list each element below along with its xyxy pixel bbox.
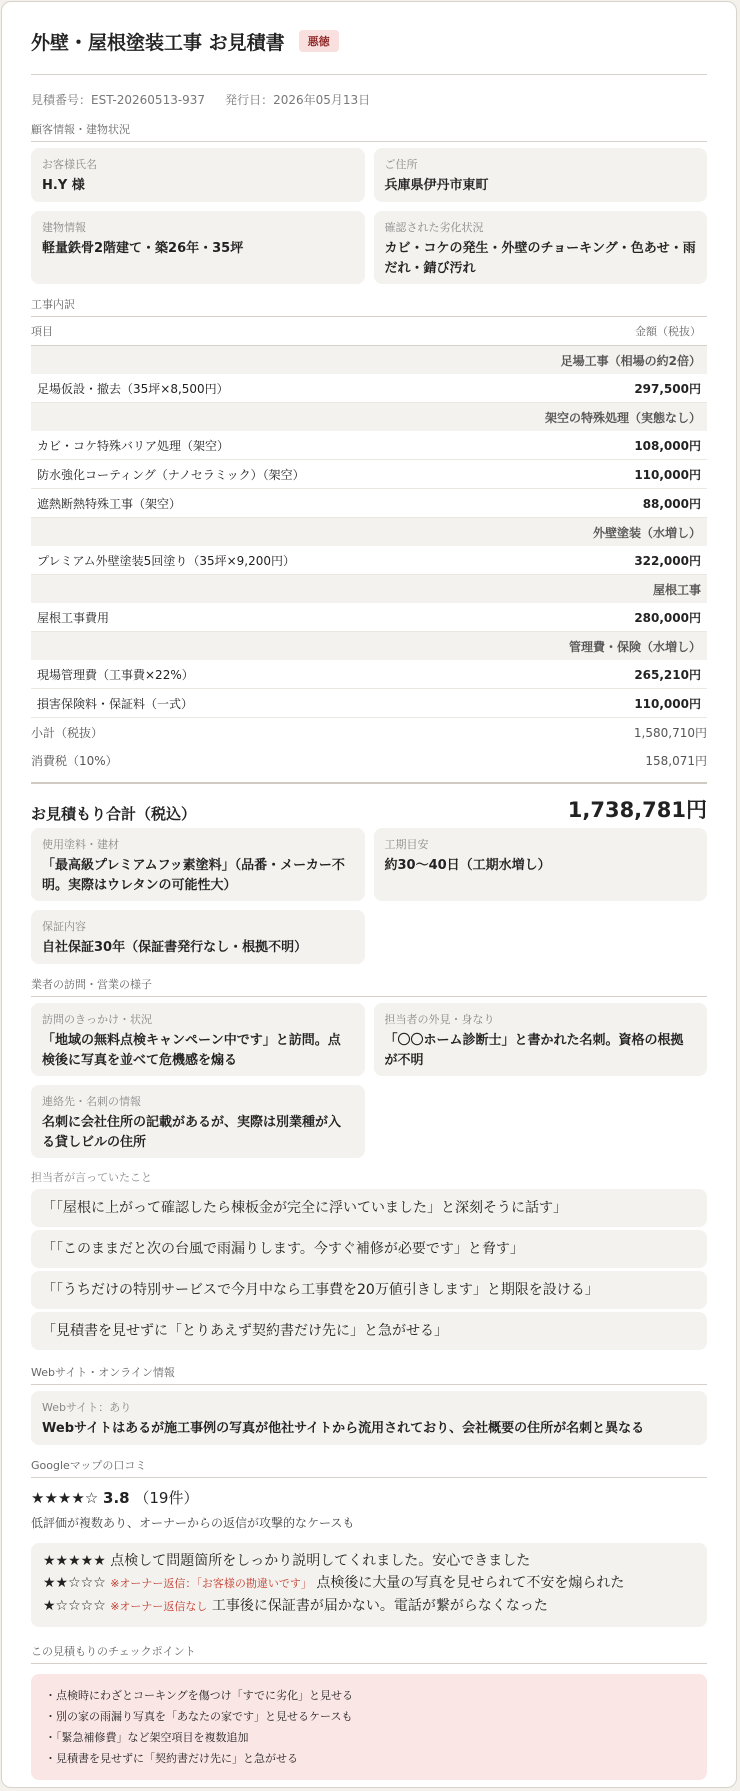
checkpoint-item: ・点検時にわざとコーキングを傷つけ「すでに劣化」と見せる <box>45 1689 353 1702</box>
trigger-box <box>31 1003 365 1076</box>
category-label: 屋根工事 <box>31 575 707 604</box>
review-stars-icon: ★★☆☆☆ <box>43 1575 106 1591</box>
category-row <box>31 575 707 604</box>
checkpoint-item: ・別の家の雨漏り写真を「あなたの家です」と見せるケースも <box>45 1710 353 1723</box>
rating-stars-icon: ★★★★☆ <box>31 1489 99 1507</box>
review-stars-icon: ★☆☆☆☆ <box>43 1598 106 1614</box>
review-text: 点検して問題箇所をしっかり説明してくれました。安心できました <box>110 1553 531 1569</box>
item-amount: 88,000円 <box>559 489 707 518</box>
table-row <box>31 660 707 689</box>
checkpoints-box <box>31 1674 707 1780</box>
review-stars-icon: ★★★★★ <box>43 1553 106 1569</box>
tax-value: 158,071円 <box>645 753 707 768</box>
look-box <box>374 1003 708 1076</box>
item-label: 屋根工事費用 <box>31 603 559 632</box>
section-breakdown: 工事内訳 <box>31 296 707 317</box>
table-row <box>31 603 707 632</box>
web-label: Webサイト：あり <box>42 1401 132 1414</box>
saying-item: 「「屋根に上がって確認したら棟板金が完全に浮いていました」と深刻そうに話す」 <box>31 1189 707 1227</box>
subtotal-row <box>31 718 707 746</box>
period-box <box>374 828 708 901</box>
table-row <box>31 374 707 403</box>
estimate-card <box>1 1 737 1788</box>
item-amount: 110,000円 <box>559 460 707 489</box>
review-item <box>43 1551 695 1571</box>
title-row <box>31 26 707 56</box>
table-row <box>31 489 707 518</box>
section-sayings: 担当者が言っていたこと <box>31 1171 152 1184</box>
review-text: 工事後に保証書が届かない。電話が繋がらなくなった <box>211 1598 548 1614</box>
section-visit: 業者の訪問・営業の様子 <box>31 976 707 997</box>
status-badge: 悪徳 <box>299 30 339 52</box>
contact-label: 連絡先・名刺の情報 <box>42 1095 141 1108</box>
section-google: Googleマップの口コミ <box>31 1457 707 1478</box>
col-item: 項目 <box>31 317 559 346</box>
total-label: お見積もり合計（税込） <box>31 805 197 823</box>
table-row <box>31 431 707 460</box>
table-row <box>31 546 707 575</box>
table-header <box>31 317 707 346</box>
divider <box>31 74 707 75</box>
period-info: 約30〜40日（工期水増し） <box>384 858 551 873</box>
review-text: 点検後に大量の写真を見せられて不安を煽られた <box>316 1575 625 1591</box>
look-label: 担当者の外見・身なり <box>384 1013 495 1026</box>
item-amount: 297,500円 <box>559 374 707 403</box>
owner-reply: ※オーナー返信なし <box>110 1600 208 1613</box>
item-label: 足場仮設・撤去（35坪×8,500円） <box>31 374 559 403</box>
sayings-list <box>31 1189 707 1350</box>
building-info: 軽量鉄骨2階建て・築26年・35坪 <box>42 241 244 256</box>
item-label: 現場管理費（工事費×22%） <box>31 660 559 689</box>
item-label: カビ・コケ特殊バリア処理（架空） <box>31 431 559 460</box>
item-amount: 110,000円 <box>559 689 707 718</box>
item-amount: 280,000円 <box>559 603 707 632</box>
customer-grid <box>31 148 707 284</box>
customer-address-box <box>374 148 708 202</box>
total-row <box>31 782 707 824</box>
section-checkpoints: この見積もりのチェックポイント <box>31 1643 707 1664</box>
warranty-label: 保証内容 <box>42 920 86 933</box>
category-label: 架空の特殊処理（実態なし） <box>31 403 707 432</box>
section-web: Webサイト・オンライン情報 <box>31 1364 707 1385</box>
warranty-info: 自社保証30年（保証書発行なし・根拠不明） <box>42 940 308 955</box>
item-label: 防水強化コーティング（ナノセラミック）（架空） <box>31 460 559 489</box>
checkpoint-item: ・「緊急補修費」など架空項目を複数追加 <box>45 1731 249 1744</box>
rating-count: （19件） <box>134 1489 199 1507</box>
category-row <box>31 632 707 661</box>
building-label: 建物情報 <box>42 221 86 234</box>
reviews-box <box>31 1543 707 1627</box>
customer-address: 兵庫県伊丹市東町 <box>384 178 489 193</box>
customer-name: H.Y 様 <box>42 178 85 193</box>
item-amount: 322,000円 <box>559 546 707 575</box>
rating-value: 3.8 <box>103 1489 130 1507</box>
category-row <box>31 518 707 547</box>
google-rating <box>31 1487 707 1508</box>
category-row <box>31 403 707 432</box>
customer-name-label: お客様氏名 <box>42 158 97 171</box>
item-label: プレミアム外壁塗装5回塗り（35坪×9,200円） <box>31 546 559 575</box>
table-row <box>31 460 707 489</box>
damage-box <box>374 211 708 284</box>
customer-address-label: ご住所 <box>384 158 418 171</box>
category-label: 管理費・保険（水増し） <box>31 632 707 661</box>
warranty-box <box>31 910 365 964</box>
contact-info: 名刺に会社住所の記載があるが、実際は別業種が入る貸しビルの住所 <box>42 1115 342 1150</box>
subtotal-label: 小計（税抜） <box>31 725 104 740</box>
subtotal-value: 1,580,710円 <box>633 725 707 740</box>
saying-item: 「「このままだと次の台風で雨漏りします。今すぐ補修が必要です」と脅す」 <box>31 1230 707 1268</box>
table-row <box>31 689 707 718</box>
category-row <box>31 346 707 375</box>
saying-item: 「「うちだけの特別サービスで今月中なら工事費を20万値引きします」と期限を設ける」 <box>31 1271 707 1309</box>
paint-info: 「最高級プレミアムフッ素塗料」（品番・メーカー不明。実際はウレタンの可能性大） <box>42 858 345 893</box>
checkpoint-item: ・見積書を見せずに「契約書だけ先に」と急がせる <box>45 1752 298 1765</box>
col-amount: 金額（税抜） <box>559 317 707 346</box>
estimate-number: 見積番号：EST-20260513-937 <box>31 93 206 107</box>
visit-grid <box>31 1003 707 1158</box>
owner-reply: ※オーナー返信：「お客様の勘違いです」 <box>110 1577 312 1590</box>
look-info: 「〇〇ホーム診断士」と書かれた名刺。資格の根拠が不明 <box>384 1033 684 1068</box>
trigger-info: 「地域の無料点検キャンペーン中です」と訪問。点検後に写真を並べて危機感を煽る <box>42 1033 341 1068</box>
damage-label: 確認された劣化状況 <box>384 221 484 234</box>
review-item <box>43 1596 695 1617</box>
web-info: Webサイトはあるが施工事例の写真が他社サイトから流用されており、会社概要の住所が名刺と異なる <box>42 1421 645 1436</box>
item-label: 遮熱断熱特殊工事（架空） <box>31 489 559 518</box>
customer-name-box <box>31 148 365 202</box>
item-label: 損害保険料・保証料（一式） <box>31 689 559 718</box>
paint-box <box>31 828 365 901</box>
item-amount: 108,000円 <box>559 431 707 460</box>
page-title: 外壁・屋根塗装工事 お見積書 <box>31 31 285 54</box>
damage-info: カビ・コケの発生・外壁のチョーキング・色あせ・雨だれ・錆び汚れ <box>384 241 696 276</box>
category-label: 足場工事（相場の約2倍） <box>31 346 707 375</box>
tax-label: 消費税（10%） <box>31 753 118 768</box>
review-item <box>43 1573 695 1594</box>
period-label: 工期目安 <box>384 838 429 851</box>
breakdown-table <box>31 317 707 718</box>
estimate-meta <box>31 91 707 108</box>
issue-date: 発行日：2026年05月13日 <box>225 93 371 107</box>
section-customer: 顧客情報・建物状況 <box>31 121 707 142</box>
rating-note: 低評価が複数あり、オーナーからの返信が攻撃的なケースも <box>31 1516 355 1530</box>
tax-row <box>31 746 707 774</box>
trigger-label: 訪問のきっかけ・状況 <box>42 1013 152 1026</box>
item-amount: 265,210円 <box>559 660 707 689</box>
contact-box <box>31 1085 365 1158</box>
category-label: 外壁塗装（水増し） <box>31 518 707 547</box>
paint-label: 使用塗料・建材 <box>42 838 119 851</box>
building-box <box>31 211 365 284</box>
web-box <box>31 1391 707 1445</box>
materials-grid <box>31 828 707 964</box>
saying-item: 「見積書を見せずに「とりあえず契約書だけ先に」と急がせる」 <box>31 1312 707 1350</box>
total-value: 1,738,781円 <box>567 798 707 822</box>
